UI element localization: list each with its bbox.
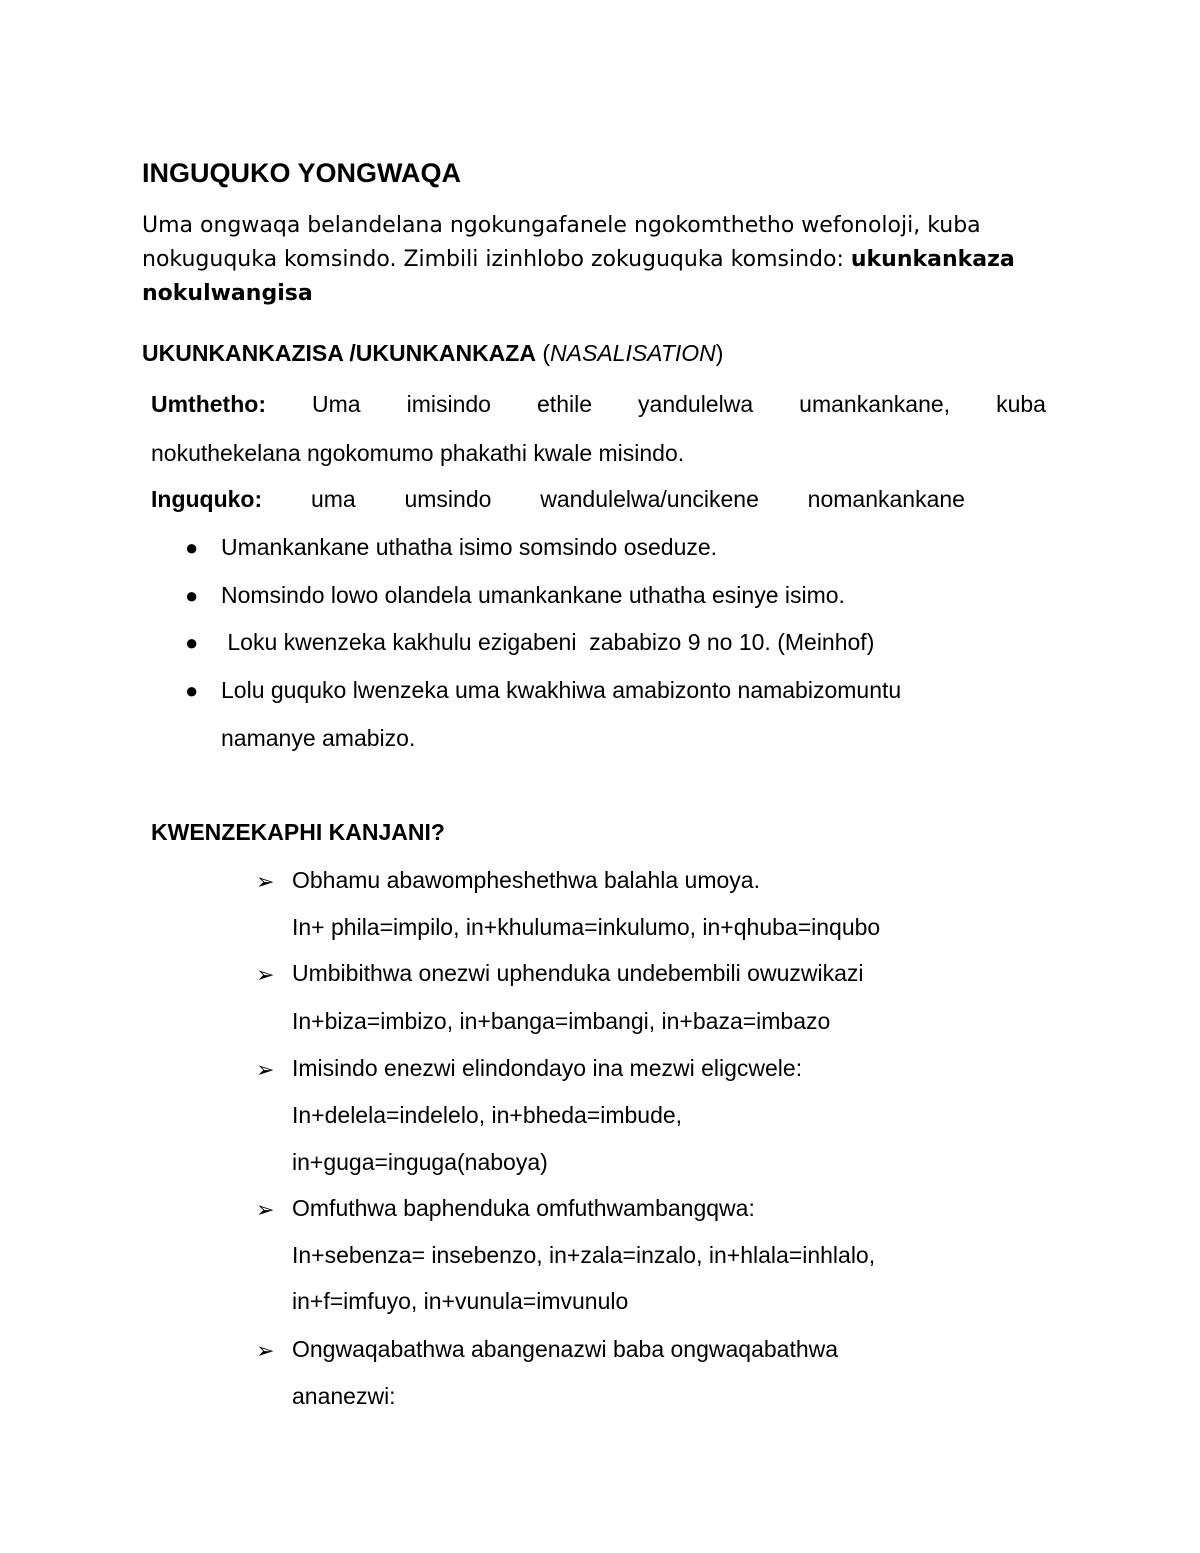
change-word: uma	[310, 486, 356, 512]
arrow-bullet-icon: ➢	[256, 962, 275, 987]
change-word: wandulelwa/uncikene	[540, 486, 759, 512]
rule-word: kuba	[996, 391, 1046, 417]
bullet-icon: ●	[185, 535, 199, 560]
example-line: ananezwi:	[292, 1383, 396, 1409]
intro-line-3	[142, 281, 313, 306]
section-heading-nasalisation	[142, 340, 723, 367]
section-heading-kwenzekaphi: KWENZEKAPHI KANJANI?	[151, 819, 445, 845]
bullet-item-continuation: namanye amabizo.	[221, 725, 416, 751]
example-line: In+biza=imbizo, in+banga=imbangi, in+baza=imbazo	[292, 1008, 831, 1034]
arrow-bullet-icon: ➢	[256, 1338, 275, 1363]
rule-word: ethile	[537, 391, 592, 417]
list-item: Obhamu abawompheshethwa balahla umoya.	[292, 867, 760, 893]
bullet-icon: ●	[185, 678, 199, 703]
rule-label: Umthetho:	[151, 391, 266, 417]
intro-line-2	[142, 247, 1015, 272]
bullet-item: Umankankane uthatha isimo somsindo oseduze.	[221, 534, 718, 560]
example-line: in+f=imfuyo, in+vunula=imvunulo	[292, 1288, 629, 1314]
example-line: In+sebenza= insebenzo, in+zala=inzalo, in+hlala=inhlalo,	[292, 1242, 876, 1268]
intro-line-2-text: nokuguquka komsindo. Zimbili izinhlobo zokuguquka komsindo:	[142, 247, 851, 272]
list-item: Omfuthwa baphenduka omfuthwambangqwa:	[292, 1195, 755, 1221]
example-line: in+guga=inguga(naboya)	[292, 1149, 548, 1175]
rule-line-1	[151, 391, 1046, 418]
arrow-bullet-icon: ➢	[256, 1057, 275, 1082]
bullet-icon: ●	[185, 630, 199, 655]
heading-close: )	[715, 340, 724, 366]
arrow-bullet-icon: ➢	[256, 1197, 275, 1222]
rule-word: yandulelwa	[638, 391, 754, 417]
bullet-item: Nomsindo lowo olandela umankankane uthatha esinye isimo.	[221, 582, 845, 608]
change-label: Inguquko:	[151, 486, 263, 512]
rule-line-2: nokuthekelana ngokomumo phakathi kwale misindo.	[151, 440, 685, 466]
change-word: umsindo	[404, 486, 492, 512]
example-line: In+delela=indelelo, in+bheda=imbude,	[292, 1102, 683, 1128]
rule-word: imisindo	[406, 391, 491, 417]
list-item: Imisindo enezwi elindondayo ina mezwi eligcwele:	[292, 1055, 803, 1081]
heading-open: (	[535, 340, 551, 366]
heading-italic: NASALISATION	[550, 340, 716, 366]
list-item: Ongwaqabathwa abangenazwi baba ongwaqabathwa	[292, 1336, 839, 1362]
page-title: INGUQUKO YONGWAQA	[142, 158, 462, 188]
intro-term-ukunkankaza: ukunkankaza	[850, 247, 1015, 272]
bullet-item: Lolu guquko lwenzeka uma kwakhiwa amabizonto namabizomuntu	[221, 677, 902, 703]
rule-word: umankankane,	[799, 391, 951, 417]
change-word: nomankankane	[807, 486, 965, 512]
arrow-bullet-icon: ➢	[256, 869, 275, 894]
intro-line-1: Uma ongwaqa belandelana ngokungafanele ngokomthetho wefonoloji, kuba	[142, 213, 981, 238]
change-line	[151, 486, 965, 513]
bullet-icon: ●	[185, 583, 199, 608]
intro-term-nokulwangisa: nokulwangisa	[142, 281, 313, 306]
list-item: Umbibithwa onezwi uphenduka undebembili owuzwikazi	[292, 960, 864, 986]
heading-bold: UKUNKANKAZISA /UKUNKANKAZA	[142, 340, 536, 366]
rule-word: Uma	[312, 391, 361, 417]
bullet-item: Loku kwenzeka kakhulu ezigabeni zababizo 9 no 10. (Meinhof)	[221, 629, 875, 655]
example-line: In+ phila=impilo, in+khuluma=inkulumo, in+qhuba=inqubo	[292, 914, 881, 940]
